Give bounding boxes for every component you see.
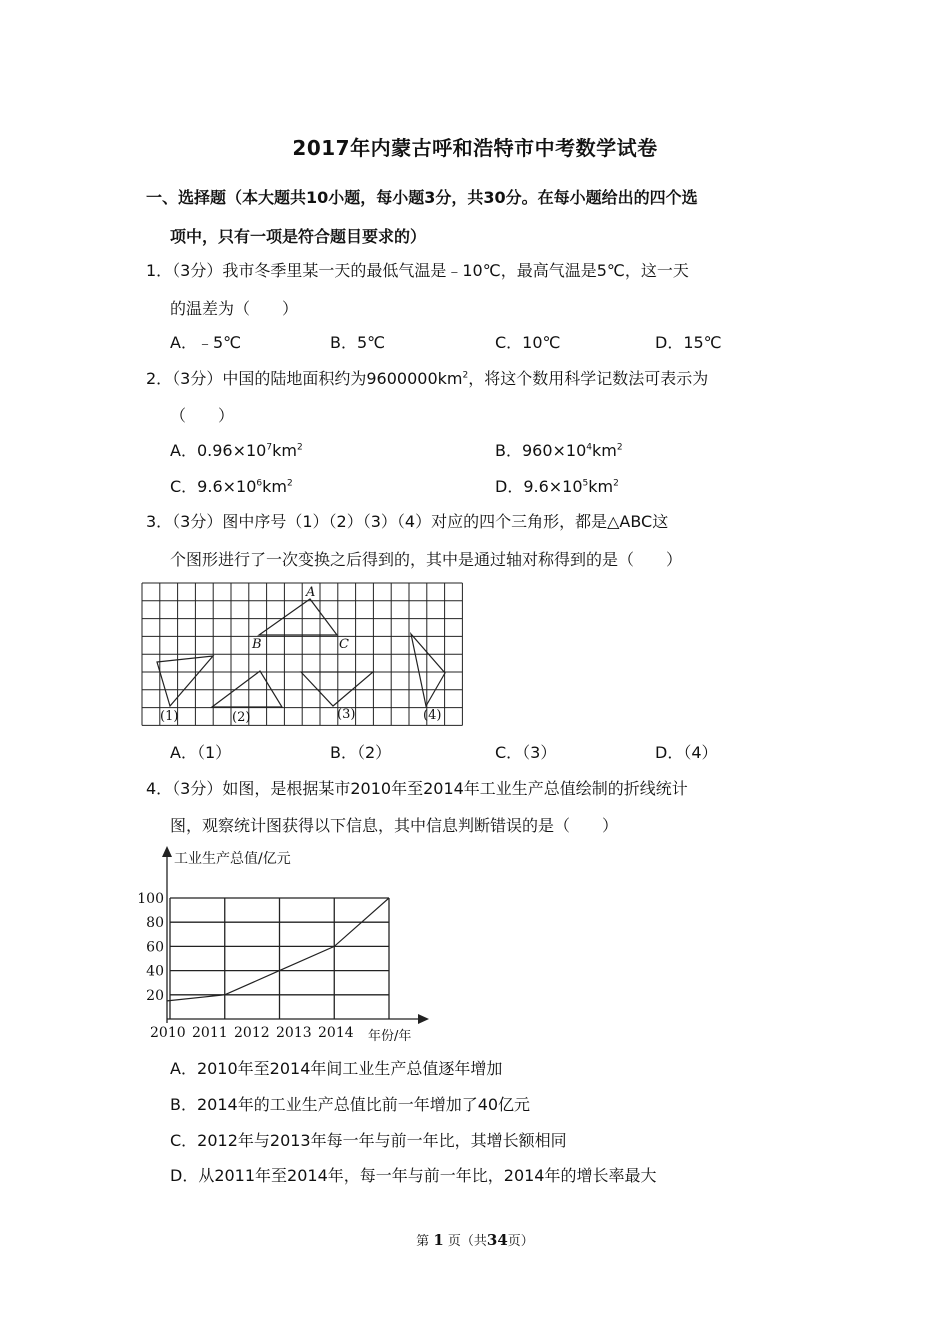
section-heading-line1: 一、选择题（本大题共10小题，每小题3分，共30分。在每小题给出的四个选	[146, 188, 698, 207]
figure-number-1: (1)	[160, 709, 179, 724]
triangle-1	[157, 656, 213, 706]
triangle-2	[212, 671, 282, 707]
q3-option-a: A．（1）	[170, 743, 232, 762]
q2-option-b: B．$960\times 10^4km^2$	[495, 441, 623, 460]
q3-option-d: D．（4）	[655, 743, 718, 762]
page-number: 1	[433, 1231, 444, 1249]
q1-stem-line1: 1．（3分）我市冬季里某一天的最低气温是﹣10℃，最高气温是5℃，这一天	[146, 261, 689, 280]
q2-option-d: D．$9.6\times 10^5km^2$	[495, 477, 619, 496]
q3-stem-line1: 3．（3分）图中序号（1）（2）（3）（4）对应的四个三角形，都是△ABC这	[146, 512, 669, 531]
q4-option-a: A．2010年至2014年间工业生产总值逐年增加	[170, 1059, 503, 1078]
q4-option-c: C．2012年与2013年每一年与前一年比，其增长额相同	[170, 1131, 567, 1150]
q1-stem-line2: 的温差为（ ）	[170, 299, 299, 318]
q4-option-d: D．从2011年至2014年，每一年与前一年比，2014年的增长率最大	[170, 1166, 657, 1185]
q4-line-chart	[137, 843, 430, 1045]
y-axis-arrow	[162, 846, 172, 857]
q2-option-c: C．$9.6\times 10^6km^2$	[170, 477, 293, 496]
q4-stem-line1: 4．（3分）如图，是根据某市2010年至2014年工业生产总值绘制的折线统计	[146, 779, 688, 798]
y-tick-label: 100	[137, 891, 164, 907]
q3-stem-line2: 个图形进行了一次变换之后得到的，其中是通过轴对称得到的是（ ）	[170, 550, 683, 569]
q3-grid-figure	[140, 581, 466, 725]
y-tick-label: 80	[146, 915, 164, 932]
q4-stem-line2: 图，观察统计图获得以下信息，其中信息判断错误的是（ ）	[170, 816, 619, 835]
label-b: B	[252, 637, 262, 652]
x-tick-label: 2014	[318, 1025, 354, 1041]
q3-option-b: B．（2）	[330, 743, 392, 762]
q1-option-a: A．﹣5℃	[170, 333, 242, 352]
y-tick-label: 40	[146, 963, 164, 980]
q4-option-b: B．2014年的工业生产总值比前一年增加了40亿元	[170, 1095, 531, 1114]
y-tick-label: 20	[146, 987, 164, 1004]
q1-option-b: B．5℃	[330, 333, 386, 352]
y-tick-label: 60	[146, 939, 164, 956]
figure-number-2: (2)	[232, 710, 251, 725]
q1-option-c: C．10℃	[495, 333, 561, 352]
section-heading-line2: 项中，只有一项是符合题目要求的）	[170, 227, 427, 246]
figure-number-3: (3)	[337, 707, 356, 722]
x-tick-label: 2012	[234, 1025, 270, 1041]
triangle-abc	[259, 599, 337, 635]
label-a: A	[306, 585, 316, 600]
triangle-3	[301, 672, 373, 706]
x-tick-label: 2013	[276, 1025, 312, 1041]
q2-stem-line1: 2．（3分）中国的陆地面积约为$9600000km^2$，将这个数用科学记数法可表示为	[146, 369, 709, 388]
triangle-4	[411, 634, 445, 706]
label-c: C	[339, 637, 349, 652]
q2-stem-line2: （ ）	[170, 406, 235, 425]
page-total: 34	[486, 1231, 508, 1249]
series-line	[167, 898, 389, 1001]
y-axis-label: 工业生产总值/亿元	[174, 851, 291, 867]
page-title: 2017年内蒙古呼和浩特市中考数学试卷	[292, 136, 658, 160]
x-tick-label: 2010	[150, 1025, 186, 1041]
x-tick-label: 2011	[192, 1025, 228, 1041]
x-axis-label: 年份/年	[368, 1029, 412, 1044]
figure-number-4: (4)	[423, 708, 442, 723]
x-axis-arrow	[418, 1014, 429, 1024]
page-footer: 第 1 页（共34页）	[416, 1231, 534, 1249]
q1-option-d: D．15℃	[655, 333, 722, 352]
q3-option-c: C．（3）	[495, 743, 557, 762]
q2-option-a: A．$0.96\times 10^7km^2$	[170, 441, 303, 460]
chart-grid	[170, 898, 389, 1019]
